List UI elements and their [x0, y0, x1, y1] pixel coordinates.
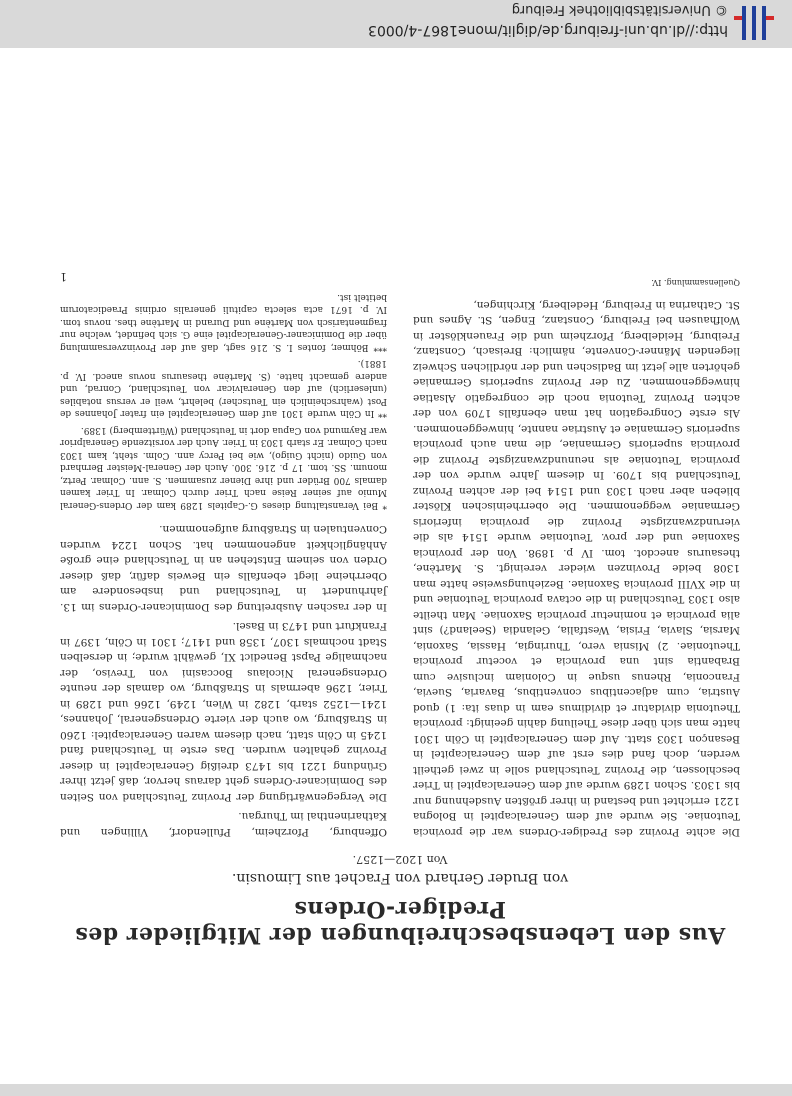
- paragraph: In der raschen Ausbreitung des Dominicaner-Ordens im 13. Jahrhundert in Teutschland und insbesondere am Oberrheine liegt ebenfalls ein Beweis dafür, daß dieser Orden von seinem Entstehen an in Teutschland eine große Anhänglichkeit angenommen hat. Schon 1224 wurden Conventualen in Straßburg aufgenommen.: [60, 523, 387, 613]
- document-date-range: Von 1202—1257.: [352, 853, 448, 866]
- paragraph: Offenburg, Pforzheim, Pfullendorf, Villingen und Katharinenthal im Thurgau.: [60, 810, 387, 838]
- copyright-credit: © Universitätsbibliothek Freiburg: [511, 2, 728, 17]
- document-byline: von Bruder Gerhard von Frachet aus Limousin.: [231, 870, 569, 886]
- document-title: Aus den Lebensbeschreibungen der Mitglieder des Prediger-Ordens: [74, 896, 726, 948]
- ub-freiburg-logo-icon: [732, 6, 776, 40]
- footnotes: [60, 291, 387, 512]
- viewer-bottom-bar: [0, 1084, 792, 1096]
- footnote: ** In Cöln wurde 1301 auf dem Generalcapitel ein frater Johannes de Post (wahrscheinlich ein Teutscher) belehrt, weil er versus notabiles (unleserlich) auf den Generalvicar von Teutschland, Conrad, und andere gemacht hatte. (S. Martène thesaurus novus anecd. IV. p. 1881).: [60, 358, 387, 419]
- paragraph: Die achte Provinz des Prediger-Ordens war die provincia Teutoniae. Sie wurde auf dem Generalcapitel in Bologna 1221 errichtet und bestand in ihrer größten Ausdehnung nur bis 1303. Schon 1289 wurde auf dem Generalcapitel in Trier beschlossen, die Provinz Teutschland solle in zwei getheilt werden, doch fand dies erst auf dem Generalcapitel in Besançon 1303 statt. Auf dem Generalcapitel in Cöln 1301 hatte man sich über diese Theilung dahin geeinigt: provincia Theutonia dividatur et dividimus eam in duas ita: 1) quod Austria, cum adjacentibus conventibus, Bavaria, Suevia, Franconia, Rhenus usque in Coloniam inclusive cum Brabantia sint una provincia et vocetur provincia Theutoniae. 2) Misnia vero, Thuringia, Hassia, Saxonia, Marsia, Slavia, Frisia, Westfalia, Gelandia (Seeland?) sint alia provincia et nominetur provincia Saxoniae. Man theilte also 1303 Teutschland in die octava provincia Teutoniae und in die XVIII provincia Saxoniae. Beziehungsweise hatte man 1308 beide Provinzen wieder vereinigt. S. Martène, thesaurus anecdot. tom. IV p. 1898. Von der provincia Saxoniae und der prov. Teutoniae wurde 1514 als die vierundzwanzigste Provinz die provincia inferioris Germaniae weggenommen. Die oberrheinischen Klöster blieben aber nach 1303 und 1514 bei der achten Provinz Teutschland bis 1709. In diesem Jahre wurde von der provincia Teutoniae als neunundzwanzigste Provinz die provincia superioris Germaniae, die man auch provincia superioris Germaniae et Austriae nannte, hinweggenommen. Als erste Congregation hat man ebenfalls 1709 von der achten Provinz Teutonia noch die congregatio Alsatiae hinweggenommen. Zu der Provinz superioris Germaniae gehörten alle jetzt im Badischen und der nördlichen Schweiz liegenden Männer-Convente, nämlich: Breisach, Constanz, Freiburg, Heidelberg, Pforzheim und die Frauenklöster in Wolfhausen bei Freiburg, Constanz, Engen, St. Agnes und St. Catharina in Freiburg, Hedelberg, Kirchingen,: [413, 299, 740, 838]
- text-columns: [60, 269, 740, 839]
- paragraph: Die Vergegenwärtigung der Provinz Teutschland von Seiten des Dominicaner-Ordens geht daraus hervor, daß jetzt ihrer Gründung 1221 bis 1473 dreißig Generalcapitel in dieser Provinz gehalten wurden. Das erste in Teutschland fand 1245 in Cöln statt, nach diesem waren Generalcapitel: 1260 in Straßburg, wo auch der vierte Ordensgeneral, Johannes, 1241—1252 starb, 1282 in Wien, 1249, 1266 und 1289 in Trier, 1296 abermals in Straßburg, wo damals der neunte Ordensgeneral Nicolaus Boccasini von Treviso, der nachmalige Papst Benedict XI, gewählt wurde; in derselben Stadt nochmals 1307, 1358 und 1417; 1301 in Cöln, 1397 in Frankfurt und 1473 in Basel.: [60, 620, 387, 803]
- document-url[interactable]: http://dl.ub.uni-freiburg.de/diglit/mone1867-4/0003: [368, 22, 728, 38]
- left-column: [413, 269, 740, 839]
- footnote: * Bei Veranstaltung dieses G.-Capitels 1289 kam der Ordens-General Munio auf seiner Reise nach Trier durch Colmar. In Trier kamen damals 700 Brüder und ihre Diener zusammen. S. ann. Colmar. Pertz, monum. SS. tom. 17 p. 216. 300. Auch der General-Meister Bernhard von Guido (nicht Guigo), wie bei Percy ann. Colm. steht, kam 1303 nach Colmar. Er starb 1303 in Trier. Auch der vorsitzende Generalprior war Raymund von Capua dort in Teutschland (Württemberg) 1389.: [60, 425, 387, 510]
- footnote: *** Böhmer, fontes I. S. 216 sagt, daß auf der Provinzversammlung über die Dominicaner-Generalcapitel eine G. sich befindet, welche nur fragmentarisch von Martène und Durand in Martène thes. novus tom. IV. p. 1671 acta selecta capituli generalis ordinis Praedicatorum betitelt ist.: [60, 292, 387, 352]
- viewer-top-bar: [0, 0, 792, 48]
- page-number: 1: [60, 270, 67, 284]
- right-column: [60, 269, 387, 839]
- column-signature: Quellensammlung. IV.: [651, 278, 740, 288]
- scanned-page: [0, 48, 792, 1084]
- page-content-rotated: [60, 148, 740, 948]
